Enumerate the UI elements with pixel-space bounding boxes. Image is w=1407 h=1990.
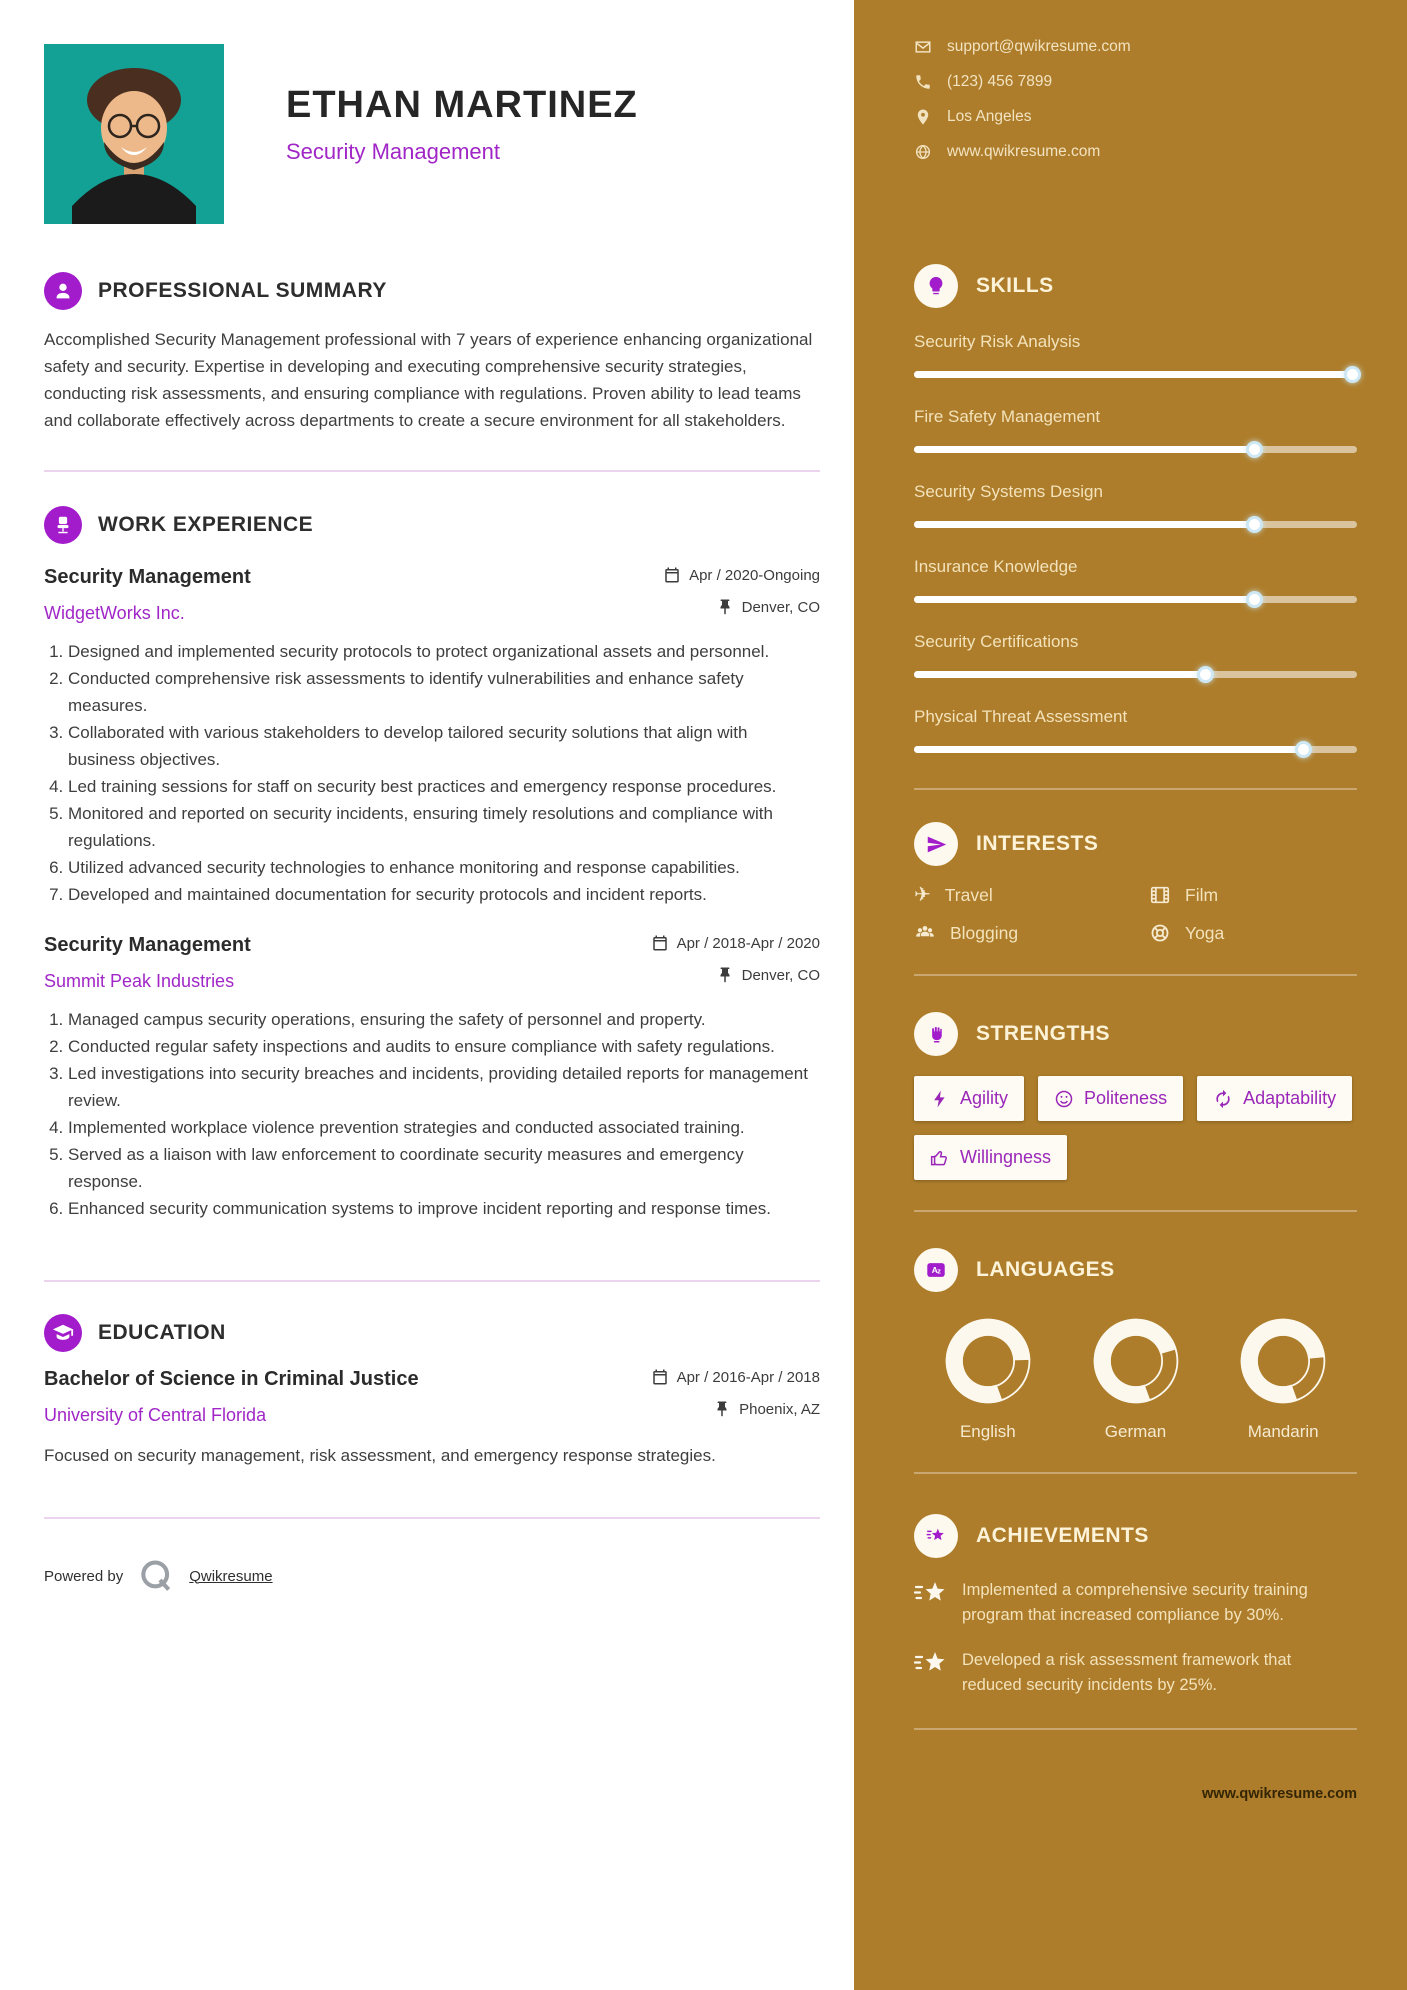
strength-chip — [1038, 1076, 1183, 1121]
contact-website-row[interactable] — [914, 143, 1357, 161]
job-title: Security Management — [44, 566, 251, 588]
calendar-icon — [651, 1368, 669, 1386]
job-bullet: 4. Implemented workplace violence prevention strategies and conducted associated training. — [68, 1114, 818, 1141]
job-company: WidgetWorks Inc. — [44, 603, 185, 623]
candidate-name: ETHAN MARTINEZ — [286, 84, 638, 126]
slider-fill — [914, 596, 1255, 603]
users-icon — [914, 922, 936, 944]
job-bullet: 2. Conducted regular safety inspections and audits to ensure compliance with safety regulations. — [68, 1033, 818, 1060]
skill-name: Insurance Knowledge — [914, 557, 1078, 576]
work-heading: WORK EXPERIENCE — [98, 513, 314, 536]
phone-icon — [914, 73, 932, 91]
identity-text — [286, 84, 638, 165]
job-meta — [651, 934, 820, 984]
thumbs-up-icon — [930, 1148, 950, 1168]
contact-email: support@qwikresume.com — [947, 38, 1131, 55]
skill-slider[interactable] — [914, 441, 1357, 458]
job-entry — [44, 934, 820, 1222]
job-head — [44, 934, 820, 992]
job-bullet: 6. Utilized advanced security technologies to enhance monitoring and response capabilities. — [68, 854, 818, 881]
divider — [914, 1472, 1357, 1474]
work-section — [44, 506, 820, 1222]
contact-location-row — [914, 108, 1357, 126]
language-item — [914, 1316, 1062, 1442]
slider-thumb[interactable] — [1197, 666, 1214, 683]
skill-name: Fire Safety Management — [914, 407, 1101, 426]
strength-label: Willingness — [960, 1147, 1052, 1167]
globe-icon — [914, 143, 932, 161]
divider — [44, 1517, 820, 1519]
qwikresume-brand-link[interactable]: Qwikresume — [189, 1567, 273, 1585]
slider-thumb[interactable] — [1246, 591, 1263, 608]
job-bullet: 4. Led training sessions for staff on security best practices and emergency response procedures. — [68, 773, 818, 800]
achievement-text: Developed a risk assessment framework that reduced security incidents by 25%. — [962, 1651, 1292, 1694]
calendar-icon — [651, 934, 669, 952]
job-company: Summit Peak Industries — [44, 971, 235, 991]
languages-row — [914, 1316, 1357, 1442]
skill-slider[interactable] — [914, 666, 1357, 683]
job-meta — [663, 566, 820, 616]
translate-icon — [914, 1248, 958, 1292]
strength-label: Politeness — [1084, 1088, 1168, 1108]
candidate-job-title: Security Management — [286, 139, 500, 164]
job-bullet: 1. Managed campus security operations, ensuring the safety of personnel and property. — [68, 1006, 818, 1033]
portrait-illustration — [44, 44, 224, 224]
strength-chip — [914, 1135, 1067, 1180]
education-dates: Apr / 2016-Apr / 2018 — [676, 1368, 820, 1386]
skill-name: Security Certifications — [914, 632, 1079, 651]
job-entry — [44, 566, 820, 908]
slider-fill — [914, 446, 1255, 453]
interests-heading: INTERESTS — [976, 832, 1099, 855]
education-header — [44, 1314, 820, 1352]
contact-location: Los Angeles — [947, 108, 1032, 125]
job-bullet-list — [44, 1006, 820, 1222]
svg-text:z: z — [937, 1266, 941, 1276]
skill-item — [914, 557, 1357, 608]
interest-label: Yoga — [1185, 922, 1225, 943]
education-section — [44, 1314, 820, 1469]
job-bullet: 3. Collaborated with various stakeholders to develop tailored security solutions that align with business objectives. — [68, 719, 818, 773]
school-name: University of Central Florida — [44, 1405, 267, 1425]
summary-text: Accomplished Security Management professional with 7 years of experience enhancing organizational safety and security. Expertise in developing and executing comprehensive security strategies, conducting risk assessments, and ensuring compliance with regulations. Proven ability to lead teams and collaborate effectively across departments to create a secure environment for all stakeholders. — [44, 330, 813, 430]
star-icon — [914, 1580, 948, 1610]
skills-heading: SKILLS — [976, 274, 1054, 297]
job-bullet: 1. Designed and implemented security protocols to protect organizational assets and personnel. — [68, 638, 818, 665]
paper-plane-icon — [914, 822, 958, 866]
degree-title: Bachelor of Science in Criminal Justice — [44, 1368, 419, 1390]
job-bullet: 7. Developed and maintained documentation for security protocols and incident reports. — [68, 881, 818, 908]
job-bullet: 5. Served as a liaison with law enforcement to coordinate security measures and emergency response. — [68, 1141, 818, 1195]
film-icon — [1149, 884, 1171, 906]
office-chair-icon — [44, 506, 82, 544]
skill-slider[interactable] — [914, 366, 1357, 383]
user-icon — [44, 272, 82, 310]
location-pin-icon — [914, 108, 932, 126]
skill-item — [914, 332, 1357, 383]
powered-by-label: Powered by — [44, 1567, 124, 1585]
slider-fill — [914, 671, 1206, 678]
skill-name: Security Risk Analysis — [914, 332, 1081, 351]
divider — [914, 1728, 1357, 1730]
education-location: Phoenix, AZ — [739, 1400, 820, 1418]
profile-photo — [44, 44, 224, 224]
divider — [44, 470, 820, 472]
contact-email-row[interactable] — [914, 38, 1357, 56]
interest-label: Film — [1185, 884, 1219, 905]
shooting-star-icon — [914, 1514, 958, 1558]
languages-section — [914, 1248, 1357, 1442]
skill-item — [914, 482, 1357, 533]
job-location: Denver, CO — [741, 966, 820, 984]
skills-section — [914, 264, 1357, 758]
slider-thumb[interactable] — [1295, 741, 1312, 758]
education-description: Focused on security management, risk assessment, and emergency response strategies. — [44, 1446, 716, 1465]
smiley-icon — [1054, 1089, 1074, 1109]
strength-label: Adaptability — [1243, 1088, 1337, 1108]
lightning-icon — [930, 1089, 950, 1109]
education-entry — [44, 1368, 820, 1469]
education-meta — [651, 1368, 820, 1418]
skill-slider[interactable] — [914, 516, 1357, 533]
slider-fill — [914, 521, 1255, 528]
strengths-heading: STRENGTHS — [976, 1022, 1111, 1045]
interest-item — [1149, 922, 1357, 944]
strength-chip — [914, 1076, 1024, 1121]
language-donut-chart — [1238, 1316, 1328, 1406]
interest-item — [1149, 884, 1357, 906]
skill-slider[interactable] — [914, 741, 1357, 758]
interest-label: Blogging — [950, 922, 1019, 943]
achievements-section — [914, 1514, 1357, 1698]
achievement-item — [914, 1648, 1357, 1698]
language-label: Mandarin — [1247, 1422, 1319, 1441]
language-donut-chart — [943, 1316, 1033, 1406]
job-bullet: 6. Enhanced security communication systems to improve incident reporting and response times. — [68, 1195, 818, 1222]
lightbulb-icon — [914, 264, 958, 308]
sidebar-website-link[interactable]: www.qwikresume.com — [1202, 1786, 1357, 1802]
divider — [44, 1280, 820, 1282]
fist-icon — [914, 1012, 958, 1056]
job-title: Security Management — [44, 934, 251, 956]
svg-text:A: A — [931, 1265, 938, 1276]
summary-section — [44, 272, 820, 434]
job-bullet: 5. Monitored and reported on security incidents, ensuring timely resolutions and compliance with regulations. — [68, 800, 818, 854]
slider-thumb[interactable] — [1344, 366, 1361, 383]
job-bullet: 3. Led investigations into security breaches and incidents, providing detailed reports for management review. — [68, 1060, 818, 1114]
summary-header — [44, 272, 820, 310]
job-bullet-list — [44, 638, 820, 908]
language-item — [1062, 1316, 1210, 1442]
star-icon — [914, 1650, 948, 1680]
skill-slider[interactable] — [914, 591, 1357, 608]
interests-section — [914, 822, 1357, 944]
slider-thumb[interactable] — [1246, 516, 1263, 533]
qwikresume-logo-icon — [137, 1557, 175, 1595]
sidebar — [854, 0, 1407, 1990]
interest-item — [914, 922, 1149, 944]
contact-phone: (123) 456 7899 — [947, 73, 1053, 90]
skill-name: Physical Threat Assessment — [914, 707, 1128, 726]
achievement-text: Implemented a comprehensive security training program that increased compliance by 30%. — [962, 1581, 1308, 1624]
strength-label: Agility — [960, 1088, 1009, 1108]
refresh-icon — [1213, 1089, 1233, 1109]
contact-phone-row — [914, 73, 1357, 91]
pushpin-icon — [713, 1400, 731, 1418]
language-label: German — [1104, 1422, 1167, 1441]
work-header — [44, 506, 820, 544]
airplane-icon: ✈ — [914, 884, 931, 906]
job-dates: Apr / 2018-Apr / 2020 — [676, 934, 820, 952]
email-icon — [914, 38, 932, 56]
slider-fill — [914, 746, 1304, 753]
job-dates: Apr / 2020-Ongoing — [689, 566, 820, 584]
language-donut-chart — [1091, 1316, 1181, 1406]
interest-label: Travel — [944, 884, 993, 905]
education-heading: EDUCATION — [98, 1321, 226, 1344]
divider — [914, 974, 1357, 976]
pushpin-icon — [716, 966, 734, 984]
contact-website: www.qwikresume.com — [947, 143, 1101, 160]
summary-heading: PROFESSIONAL SUMMARY — [98, 279, 387, 302]
skill-item — [914, 407, 1357, 458]
languages-heading: LANGUAGES — [976, 1258, 1115, 1281]
divider — [914, 1210, 1357, 1212]
job-location: Denver, CO — [741, 598, 820, 616]
slider-fill — [914, 371, 1353, 378]
skill-item — [914, 632, 1357, 683]
pushpin-icon — [716, 598, 734, 616]
lifebuoy-icon — [1149, 922, 1171, 944]
strengths-section — [914, 1012, 1357, 1180]
slider-thumb[interactable] — [1246, 441, 1263, 458]
achievements-heading: ACHIEVEMENTS — [976, 1524, 1149, 1547]
interests-grid — [914, 884, 1357, 944]
skill-name: Security Systems Design — [914, 482, 1103, 501]
language-item — [1209, 1316, 1357, 1442]
divider — [914, 788, 1357, 790]
identity-header — [44, 44, 820, 224]
language-label: English — [959, 1422, 1016, 1441]
job-bullet: 2. Conducted comprehensive risk assessments to identify vulnerabilities and enhance safety measures. — [68, 665, 818, 719]
strength-chip — [1197, 1076, 1352, 1121]
strengths-chips — [914, 1076, 1357, 1180]
skill-item — [914, 707, 1357, 758]
interest-item — [914, 884, 1149, 906]
graduate-icon — [44, 1314, 82, 1352]
achievement-item — [914, 1578, 1357, 1628]
calendar-icon — [663, 566, 681, 584]
page-footer — [44, 1557, 820, 1595]
job-head — [44, 566, 820, 624]
